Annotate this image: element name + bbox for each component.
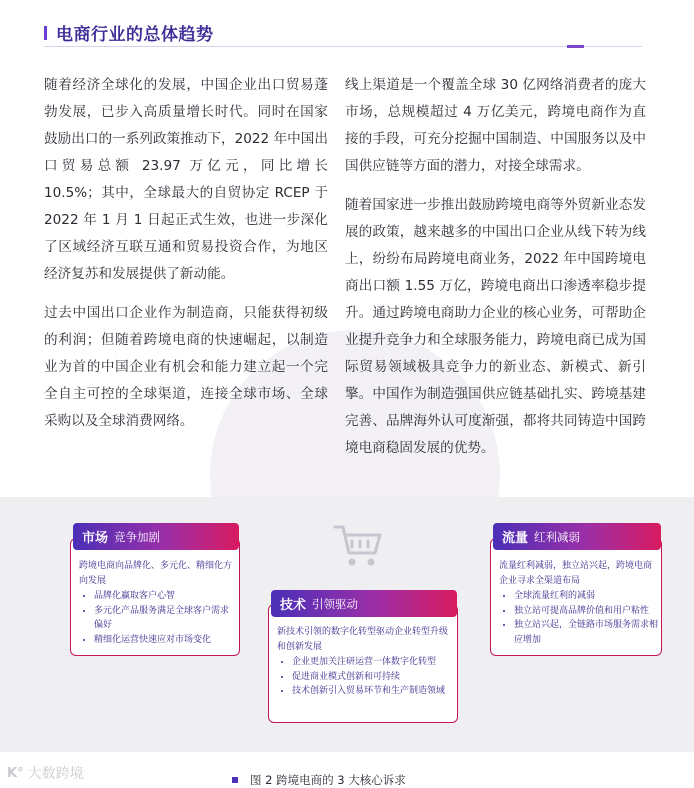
caption-text: 图 2 跨境电商的 3 大核心诉求 bbox=[250, 773, 406, 787]
card-bullet-list bbox=[79, 589, 237, 647]
card-subtitle: 红利减弱 bbox=[534, 529, 581, 544]
paragraph: 过去中国出口企业作为制造商，只能获得初级的利润；但随着跨境电商的快速崛起，以制造业为首的中国企业有机会和能力建立起一个完全自主可控的全球渠道，连接全球市场、全球采购以及全球消费网络。 bbox=[44, 305, 328, 429]
watermark bbox=[7, 763, 84, 783]
card-bullet: • 技术创新引入贸易环节和生产制造领域 bbox=[292, 684, 453, 699]
card-header bbox=[73, 523, 239, 550]
card-bullet-list bbox=[499, 589, 659, 647]
card-bullet: • 促进商业模式创新和可持续 bbox=[292, 670, 453, 685]
card-body bbox=[499, 559, 659, 647]
watermark-logo-icon: K° bbox=[7, 765, 24, 781]
card-bullet: • 独立站兴起，全链路市场服务需求相应增加 bbox=[514, 618, 659, 647]
shopping-cart-icon bbox=[332, 519, 384, 571]
header-accent-bar bbox=[44, 26, 47, 40]
card-header bbox=[493, 523, 661, 550]
card-traffic bbox=[490, 529, 662, 656]
paragraph: 随着经济全球化的发展，中国企业出口贸易蓬勃发展，已步入高质量增长时代。同时在国家鼓励出口的一系列政策推动下，2022 年中国出口贸易总额 23.97 万亿元，同比增长 10.5%；其中，全球最大的自贸协定 RCEP 于 2022 年 1 月 1 日起正式生效，也进一步深化了区域经济互联互通和贸易投资合作，为地区经济复苏和发展提供了新动能。 bbox=[44, 77, 328, 282]
card-title: 流量 bbox=[502, 531, 529, 546]
card-bullet: • 独立站可提高品牌价值和用户粘性 bbox=[514, 604, 659, 619]
card-market bbox=[70, 529, 240, 656]
caption-bullet-icon bbox=[232, 777, 238, 783]
card-title: 技术 bbox=[280, 598, 307, 613]
card-intro: 流量红利减弱，独立站兴起，跨境电商企业寻求全渠道布局 bbox=[499, 561, 653, 586]
card-bullet-list bbox=[277, 655, 453, 699]
figure-caption bbox=[232, 772, 406, 788]
right-column bbox=[345, 72, 646, 474]
left-column bbox=[44, 72, 328, 447]
card-subtitle: 竞争加剧 bbox=[114, 529, 161, 544]
card-bullet: • 企业更加关注研运营一体数字化转型 bbox=[292, 655, 453, 670]
card-header bbox=[271, 590, 457, 617]
header-divider-accent bbox=[567, 45, 584, 48]
header-divider bbox=[44, 46, 642, 47]
card-technology bbox=[268, 596, 458, 723]
card-bullet: • 品牌化赢取客户心智 bbox=[94, 589, 237, 604]
card-bullet: • 多元化产品服务满足全球客户需求偏好 bbox=[94, 604, 237, 633]
card-bullet: • 全球流量红利的减弱 bbox=[514, 589, 659, 604]
card-bullet: • 精细化运营快速应对市场变化 bbox=[94, 633, 237, 648]
card-body bbox=[79, 559, 237, 647]
card-intro: 新技术引领的数字化转型驱动企业转型升级和创新发展 bbox=[277, 627, 449, 652]
watermark-text: 大数跨境 bbox=[27, 766, 84, 782]
section-title: 电商行业的总体趋势 bbox=[56, 25, 214, 45]
card-intro: 跨境电商向品牌化、多元化、精细化方向发展 bbox=[79, 561, 233, 586]
card-subtitle: 引领驱动 bbox=[312, 596, 359, 611]
paragraph: 线上渠道是一个覆盖全球 30 亿网络消费者的庞大市场，总规模超过 4 万亿美元，跨境电商作为直接的手段，可充分挖掘中国制造、中国服务以及中国供应链等方面的潜力，对接全球需求。 bbox=[345, 77, 646, 174]
paragraph: 随着国家进一步推出鼓励跨境电商等外贸新业态发展的政策，越来越多的中国出口企业从线下转为线上，纷纷布局跨境电商业务，2022 年中国跨境电商出口额 1.55 万亿，跨境电商出口渗透率稳步提升。通过跨境电商助力企业的核心业务，可帮助企业提升竞争力和全球服务能力，跨境电商已成为国际贸易领域极具竞争力的新业态、新模式、新引擎。中国作为制造强国供应链基础扎实、跨境基建完善、品牌海外认可度渐强，都将共同铸造中国跨境电商稳固发展的优势。 bbox=[345, 197, 646, 456]
card-title: 市场 bbox=[82, 531, 109, 546]
card-body bbox=[277, 625, 453, 699]
